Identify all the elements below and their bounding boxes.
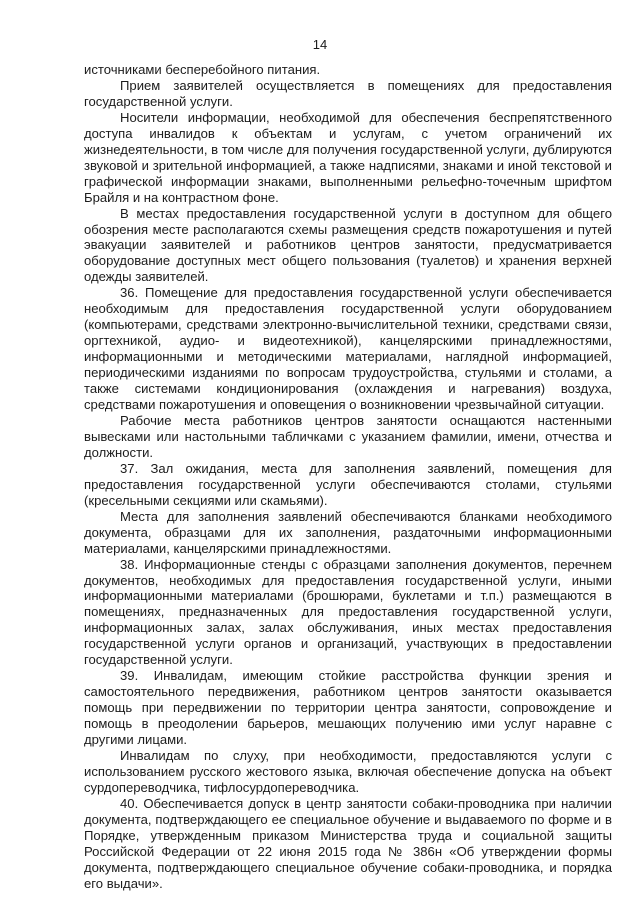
paragraph: Прием заявителей осуществляется в помещениях для предоставления государственной услуги. <box>84 77 612 109</box>
document-body <box>84 62 612 892</box>
page-number: 14 <box>312 37 328 52</box>
paragraph: 38. Информационные стенды с образцами заполнения документов, перечнем документов, необходимых для предоставления государственной услуги, иными информационными материалами (брошюрами, буклетами и т.п.) размещаются в помещениях, предназначенных для предоставления государственной услуги, информационных залах, залах обслуживания, иных местах предоставления государственной услуги органов и организаций, участвующих в предоставлении государственной услуги. <box>84 556 612 668</box>
paragraph: Инвалидам по слуху, при необходимости, предоставляются услуги с использованием русского жестового языка, включая обеспечение допуска на объект сурдопереводчика, тифлосурдопереводчика. <box>84 747 612 795</box>
paragraph: В местах предоставления государственной услуги в доступном для общего обозрения месте располагаются схемы размещения средств пожаротушения и путей эвакуации заявителей и работников центров занятости, предусматривается оборудование доступных мест общего пользования (туалетов) и хранения верхней одежды заявителей. <box>84 205 612 285</box>
paragraph: Рабочие места работников центров занятости оснащаются настенными вывесками или настольными табличками с указанием фамилии, имени, отчества и должности. <box>84 412 612 460</box>
paragraph: 40. Обеспечивается допуск в центр занятости собаки-проводника при наличии документа, подтверждающего ее специальное обучение и выдаваемого по форме и в Порядке, утвержденным приказом Министерства труда и социальной защиты Российской Федерации от 22 июня 2015 года № 386н «Об утверждении формы документа, подтверждающего специальное обучение собаки-проводника, и порядка его выдачи». <box>84 795 612 891</box>
paragraph: Носители информации, необходимой для обеспечения беспрепятственного доступа инвалидов к объектам и услугам, с учетом ограничений их жизнедеятельности, в том числе для получения государственной услуги, дублируются звуковой и зрительной информацией, а также надписями, знаками и иной текстовой и графической информации знаками, выполненными рельефно-точечным шрифтом Брайля и на контрастном фоне. <box>84 109 612 205</box>
paragraph: 36. Помещение для предоставления государственной услуги обеспечивается необходимым для предоставления государственной услуги оборудованием (компьютерами, средствами электронно-вычислительной техники, средствами связи, оргтехникой, аудио- и видеотехникой), канцелярскими принадлежностями, информационными и методическими материалами, наглядной информацией, периодическими изданиями по вопросам трудоустройства, стульями и столами, а также системами кондиционирования (охлаждения и нагревания) воздуха, средствами пожаротушения и оповещения о возникновении чрезвычайной ситуации. <box>84 285 612 413</box>
paragraph: Места для заполнения заявлений обеспечиваются бланками необходимого документа, образцами для их заполнения, раздаточными информационными материалами, канцелярскими принадлежностями. <box>84 508 612 556</box>
paragraph: 37. Зал ожидания, места для заполнения заявлений, помещения для предоставления государственной услуги обеспечиваются столами, стульями (кресельными секциями или скамьями). <box>84 460 612 508</box>
paragraph: источниками бесперебойного питания. <box>84 62 321 77</box>
paragraph: 39. Инвалидам, имеющим стойкие расстройства функции зрения и самостоятельного передвижения, работником центров занятости оказывается помощь при передвижении по территории центра занятости, сопровождение и помощь в преодолении барьеров, мешающих получению ими услуг наравне с другими лицами. <box>84 668 612 748</box>
